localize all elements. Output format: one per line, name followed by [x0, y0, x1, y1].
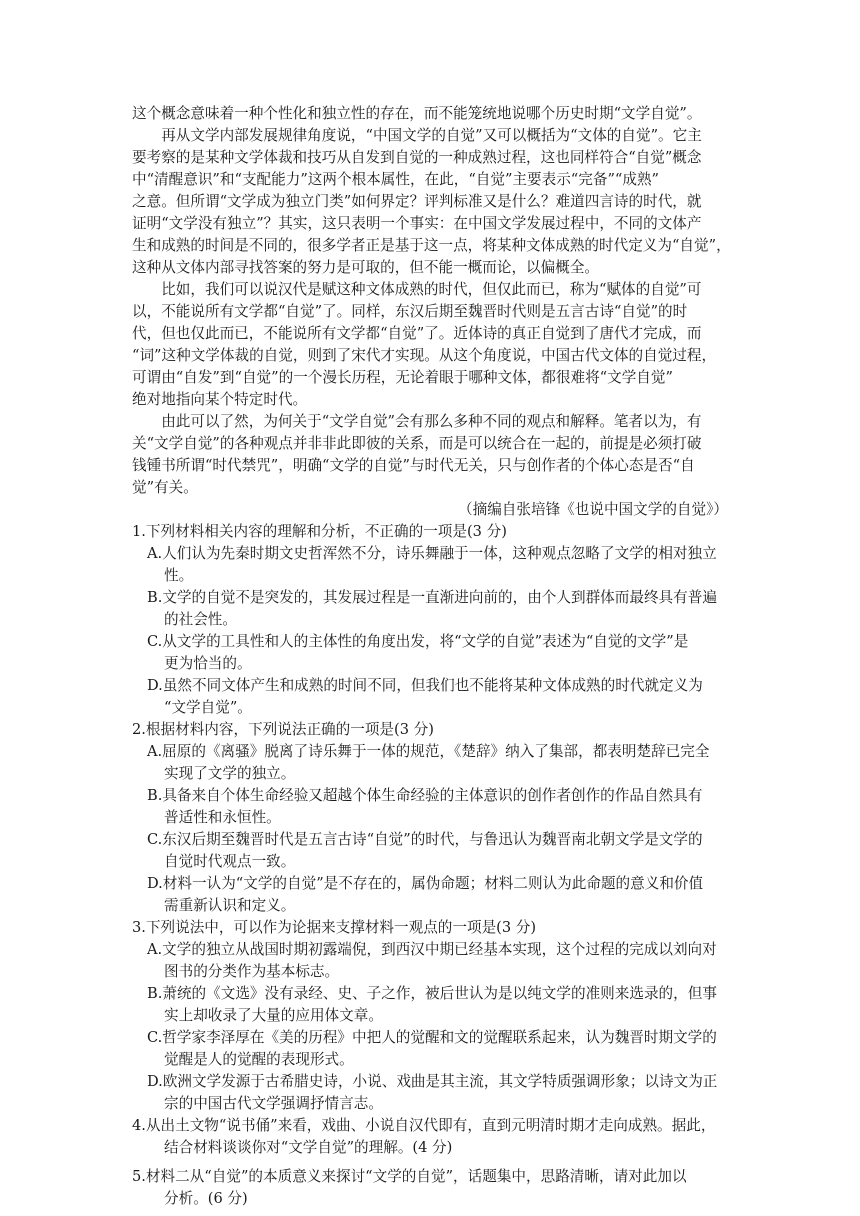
passage-line: 关“文学自觉”的各种观点并非非此即彼的关系，而是可以统合在一起的，前提是必须打破	[132, 435, 702, 452]
question-stem-continued: 结合材料谈谈你对“文学自觉”的理解。(4 分)	[164, 1139, 453, 1156]
question-stem: 2.根据材料内容，下列说法正确的一项是(3 分)	[132, 721, 434, 738]
passage-line: 证明“文学没有独立”？其实，这只表明一个事实：在中国文学发展过程中，不同的文体产	[132, 215, 702, 232]
option-b-continued: 普适性和永恒性。	[164, 809, 281, 826]
passage-line: 生和成熟的时间是不同的，很多学者正是基于这一点，将某种文体成熟的时代定义为“自觉”，	[132, 237, 731, 254]
option-a-continued: 性。	[164, 567, 194, 584]
passage-line: 绝对地指向某个特定时代。	[132, 391, 308, 408]
option-c[interactable]: C.哲学家李泽厚在《美的历程》中把人的觉醒和文的觉醒联系起来，认为魏晋时期文学的	[147, 1029, 717, 1046]
option-b[interactable]: B.具备来自个体生命经验又超越个体生命经验的主体意识的创作者创作的作品自然具有	[147, 787, 703, 804]
passage-line: 以，不能说所有文学都“自觉”了。同样，东汉后期至魏晋时代则是五言古诗“自觉”的时	[132, 303, 688, 320]
option-b-continued: 实上却收录了大量的应用体文章。	[164, 1007, 383, 1024]
question-stem: 1.下列材料相关内容的理解和分析，不正确的一项是(3 分)	[132, 523, 507, 540]
passage-line: 这种从文体内部寻找答案的努力是可取的，但不能一概而论，以偏概全。	[132, 259, 600, 276]
option-d-continued: 需重新认识和定义。	[164, 897, 296, 914]
passage-line: 再从文学内部发展规律角度说，“中国文学的自觉”又可以概括为“文体的自觉”。它主	[132, 127, 702, 144]
question-stem: 4.从出土文物“说书俑”来看，戏曲、小说自汉代即有，直到元明清时期才走向成熟。据此，	[132, 1117, 716, 1134]
question-stem: 3.下列说法中，可以作为论据来支撑材料一观点的一项是(3 分)	[132, 919, 537, 936]
passage-line: 钱锺书所谓“时代禁咒”，明确“文学的自觉”与时代无关，只与创作者的个体心态是否“自	[132, 457, 695, 474]
passage-line: 中“清醒意识”和“支配能力”这两个根本属性，在此，“自觉”主要表示“完备”“成熟”	[132, 171, 660, 188]
passage-line: 由此可以了然，为何关于“文学自觉”会有那么多种不同的观点和解释。笔者以为，有	[132, 413, 702, 430]
option-c-continued: 自觉时代观点一致。	[164, 853, 296, 870]
passage-line: 这个概念意味着一种个性化和独立性的存在，而不能笼统地说哪个历史时期“文学自觉”。	[132, 105, 702, 122]
option-d[interactable]: D.欧洲文学发源于古希腊史诗，小说、戏曲是其主流，其文学特质强调形象；以诗文为正	[147, 1073, 718, 1090]
passage-line: 觉”有关。	[132, 479, 198, 496]
passage-line: “词”这种文学体裁的自觉，则到了宋代才实现。从这个角度说，中国古代文体的自觉过程，	[132, 347, 717, 364]
question-stem: 5.材料二从“自觉”的本质意义来探讨“文学的自觉”，话题集中，思路清晰，请对此加以	[132, 1168, 687, 1185]
option-a[interactable]: A.屈原的《离骚》脱离了诗乐舞于一体的规范，《楚辞》纳入了集部，都表明楚辞已完全	[147, 743, 710, 760]
option-b-continued: 的社会性。	[164, 611, 237, 628]
option-d[interactable]: D.材料一认为“文学的自觉”是不存在的，属伪命题；材料二则认为此命题的意义和价值	[147, 875, 704, 892]
option-b[interactable]: B.萧统的《文选》没有录经、史、子之作，被后世认为是以纯文学的准则来选录的，但事	[147, 985, 717, 1002]
option-a-continued: 实现了文学的独立。	[164, 765, 296, 782]
passage-line: 要考察的是某种文学体裁和技巧从自发到自觉的一种成熟过程，这也同样符合“自觉”概念	[132, 149, 702, 166]
passage-line: 代，但也仅此而已，不能说所有文学都“自觉”了。近体诗的真正自觉到了唐代才完成，而	[132, 325, 702, 342]
passage-line: 可谓由“自发”到“自觉”的一个漫长历程，无论着眼于哪种文体，都很难将“文学自觉”	[132, 369, 673, 386]
option-d-continued: 宗的中国古代文学强调抒情言志。	[164, 1095, 383, 1112]
option-a[interactable]: A.人们认为先秦时期文史哲浑然不分，诗乐舞融于一体，这种观点忽略了文学的相对独立	[147, 545, 717, 562]
passage-line: 之意。但所谓“文学成为独立门类”如何界定？评判标准又是什么？难道四言诗的时代，就	[132, 193, 702, 210]
option-b[interactable]: B.文学的自觉不是突发的，其发展过程是一直渐进向前的，由个人到群体而最终具有普遍	[147, 589, 717, 606]
option-c[interactable]: C.东汉后期至魏晋时代是五言古诗“自觉”的时代，与鲁迅认为魏晋南北朝文学是文学的	[147, 831, 703, 848]
option-c-continued: 觉醒是人的觉醒的表现形式。	[164, 1051, 354, 1068]
option-c-continued: 更为恰当的。	[164, 655, 252, 672]
question-stem-continued: 分析。(6 分)	[164, 1190, 248, 1207]
option-a[interactable]: A.文学的独立从战国时期初露端倪，到西汉中期已经基本实现，这个过程的完成以刘向对	[147, 941, 717, 958]
source-note: （摘编自张培锋《也说中国文学的自觉》）	[458, 501, 728, 518]
option-c[interactable]: C.从文学的工具性和人的主体性的角度出发，将“文学的自觉”表述为“自觉的文学”是	[147, 633, 689, 650]
option-d[interactable]: D.虽然不同文体产生和成熟的时间不同，但我们也不能将某种文体成熟的时代就定义为	[147, 677, 703, 694]
passage-line: 比如，我们可以说汉代是赋这种文体成熟的时代，但仅此而已，称为“赋体的自觉”可	[132, 281, 702, 298]
option-a-continued: 图书的分类作为基本标志。	[164, 963, 340, 980]
option-d-continued: “文学自觉”。	[164, 699, 252, 716]
